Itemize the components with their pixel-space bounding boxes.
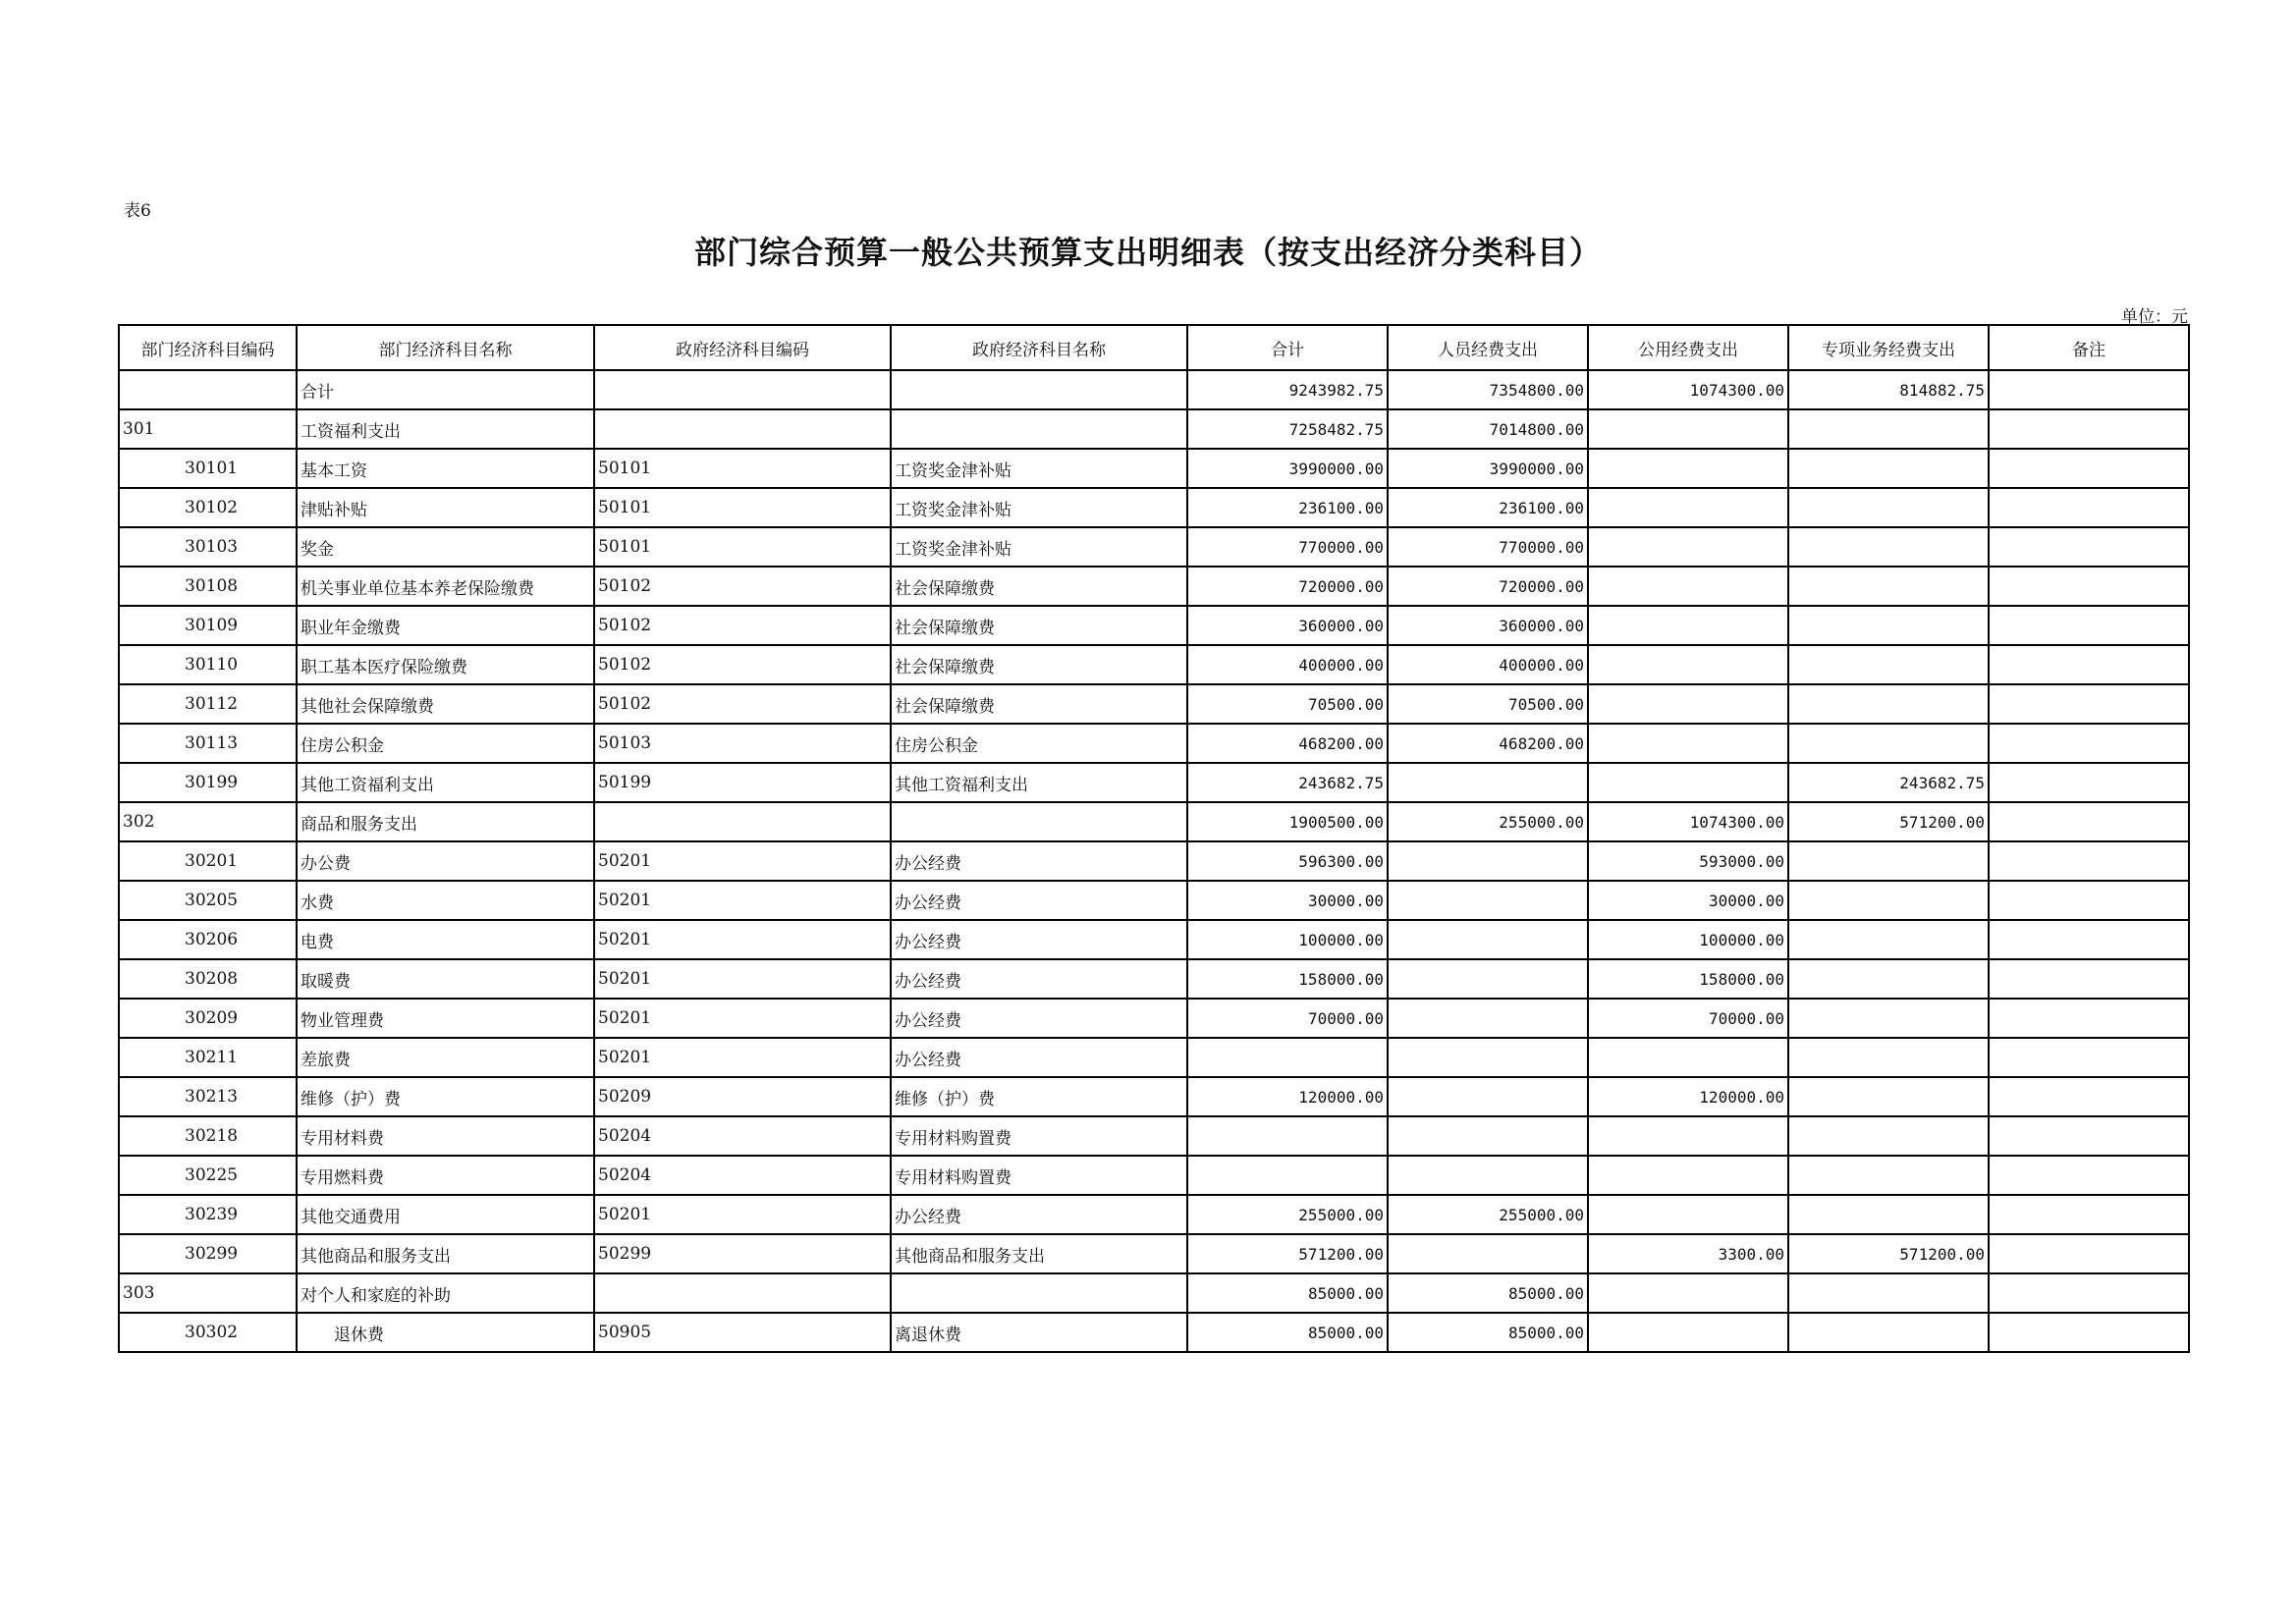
column-header: 专项业务经费支出 xyxy=(1788,325,1989,370)
column-header: 公用经费支出 xyxy=(1588,325,1788,370)
cell-personnel: 7014800.00 xyxy=(1388,409,1588,449)
cell-special xyxy=(1788,449,1989,488)
cell-special xyxy=(1788,1156,1989,1195)
cell-gname: 工资奖金津补贴 xyxy=(891,449,1187,488)
cell-gname xyxy=(891,802,1187,841)
cell-note xyxy=(1989,488,2189,527)
table-row xyxy=(119,449,2189,488)
table-row xyxy=(119,1195,2189,1234)
cell-personnel xyxy=(1388,959,1588,999)
cell-personnel: 236100.00 xyxy=(1388,488,1588,527)
cell-public xyxy=(1588,1195,1788,1234)
cell-total: 400000.00 xyxy=(1187,645,1388,684)
cell-personnel: 255000.00 xyxy=(1388,802,1588,841)
cell-special xyxy=(1788,527,1989,567)
cell-code: 30218 xyxy=(119,1116,297,1156)
cell-code: 30110 xyxy=(119,645,297,684)
cell-code: 30208 xyxy=(119,959,297,999)
cell-note xyxy=(1989,841,2189,881)
table-number: 表6 xyxy=(124,201,151,221)
cell-gcode: 50103 xyxy=(594,724,891,763)
cell-gname: 离退休费 xyxy=(891,1313,1187,1352)
cell-note xyxy=(1989,449,2189,488)
cell-gname: 工资奖金津补贴 xyxy=(891,488,1187,527)
cell-note xyxy=(1989,567,2189,606)
cell-gcode xyxy=(594,370,891,409)
cell-special xyxy=(1788,1273,1989,1313)
cell-gname: 专用材料购置费 xyxy=(891,1116,1187,1156)
cell-special xyxy=(1788,920,1989,959)
cell-special xyxy=(1788,606,1989,645)
column-header: 政府经济科目编码 xyxy=(594,325,891,370)
cell-public xyxy=(1588,409,1788,449)
cell-total: 236100.00 xyxy=(1187,488,1388,527)
cell-gname: 社会保障缴费 xyxy=(891,567,1187,606)
cell-public: 30000.00 xyxy=(1588,881,1788,920)
cell-code: 30205 xyxy=(119,881,297,920)
cell-gcode xyxy=(594,409,891,449)
cell-special xyxy=(1788,1313,1989,1352)
cell-personnel: 400000.00 xyxy=(1388,645,1588,684)
cell-total: 85000.00 xyxy=(1187,1313,1388,1352)
cell-note xyxy=(1989,684,2189,724)
cell-gcode xyxy=(594,1273,891,1313)
table-row xyxy=(119,684,2189,724)
cell-name: 取暖费 xyxy=(297,959,594,999)
cell-code: 30112 xyxy=(119,684,297,724)
cell-special xyxy=(1788,841,1989,881)
cell-gcode: 50201 xyxy=(594,1038,891,1077)
cell-total: 720000.00 xyxy=(1187,567,1388,606)
cell-personnel xyxy=(1388,1077,1588,1116)
cell-note xyxy=(1989,1313,2189,1352)
cell-name: 机关事业单位基本养老保险缴费 xyxy=(297,567,594,606)
cell-gcode: 50101 xyxy=(594,527,891,567)
cell-note xyxy=(1989,1273,2189,1313)
cell-code: 30108 xyxy=(119,567,297,606)
cell-total xyxy=(1187,1156,1388,1195)
cell-code: 30102 xyxy=(119,488,297,527)
cell-name: 其他工资福利支出 xyxy=(297,763,594,802)
cell-special xyxy=(1788,567,1989,606)
table-row xyxy=(119,1313,2189,1352)
cell-note xyxy=(1989,1038,2189,1077)
cell-gname: 工资奖金津补贴 xyxy=(891,527,1187,567)
table-row xyxy=(119,881,2189,920)
cell-name: 差旅费 xyxy=(297,1038,594,1077)
cell-personnel: 720000.00 xyxy=(1388,567,1588,606)
cell-code: 302 xyxy=(119,802,297,841)
cell-name: 其他商品和服务支出 xyxy=(297,1234,594,1273)
cell-note xyxy=(1989,881,2189,920)
cell-total: 7258482.75 xyxy=(1187,409,1388,449)
cell-personnel: 468200.00 xyxy=(1388,724,1588,763)
cell-note xyxy=(1989,802,2189,841)
cell-code: 301 xyxy=(119,409,297,449)
cell-public xyxy=(1588,527,1788,567)
unit-label: 单位：元 xyxy=(2121,307,2188,327)
cell-gname: 专用材料购置费 xyxy=(891,1156,1187,1195)
cell-personnel: 360000.00 xyxy=(1388,606,1588,645)
cell-public xyxy=(1588,645,1788,684)
cell-gcode: 50201 xyxy=(594,841,891,881)
cell-code: 30206 xyxy=(119,920,297,959)
column-header: 人员经费支出 xyxy=(1388,325,1588,370)
cell-public: 70000.00 xyxy=(1588,999,1788,1038)
cell-name: 办公费 xyxy=(297,841,594,881)
cell-personnel: 7354800.00 xyxy=(1388,370,1588,409)
cell-note xyxy=(1989,1195,2189,1234)
cell-name: 专用燃料费 xyxy=(297,1156,594,1195)
cell-personnel xyxy=(1388,1116,1588,1156)
cell-gcode: 50102 xyxy=(594,606,891,645)
table-row xyxy=(119,645,2189,684)
cell-personnel: 85000.00 xyxy=(1388,1313,1588,1352)
cell-special xyxy=(1788,684,1989,724)
cell-note xyxy=(1989,1077,2189,1116)
cell-special xyxy=(1788,488,1989,527)
cell-note xyxy=(1989,959,2189,999)
cell-name: 商品和服务支出 xyxy=(297,802,594,841)
cell-total: 85000.00 xyxy=(1187,1273,1388,1313)
cell-note xyxy=(1989,920,2189,959)
table-row xyxy=(119,606,2189,645)
cell-total xyxy=(1187,1116,1388,1156)
cell-note xyxy=(1989,409,2189,449)
cell-gcode: 50905 xyxy=(594,1313,891,1352)
cell-name: 电费 xyxy=(297,920,594,959)
cell-total: 255000.00 xyxy=(1187,1195,1388,1234)
cell-gcode: 50101 xyxy=(594,488,891,527)
table-row xyxy=(119,1273,2189,1313)
table-row xyxy=(119,567,2189,606)
cell-note xyxy=(1989,606,2189,645)
cell-gcode: 50204 xyxy=(594,1156,891,1195)
cell-public xyxy=(1588,1116,1788,1156)
cell-code: 30201 xyxy=(119,841,297,881)
cell-total: 1900500.00 xyxy=(1187,802,1388,841)
table-row xyxy=(119,841,2189,881)
cell-public xyxy=(1588,449,1788,488)
budget-table xyxy=(118,324,2190,1353)
cell-personnel xyxy=(1388,881,1588,920)
table-row xyxy=(119,1156,2189,1195)
table-row xyxy=(119,802,2189,841)
cell-code: 30225 xyxy=(119,1156,297,1195)
cell-gname xyxy=(891,370,1187,409)
cell-gcode: 50102 xyxy=(594,684,891,724)
cell-gname: 办公经费 xyxy=(891,959,1187,999)
cell-name: 专用材料费 xyxy=(297,1116,594,1156)
cell-gname: 办公经费 xyxy=(891,881,1187,920)
cell-note xyxy=(1989,1156,2189,1195)
cell-note xyxy=(1989,527,2189,567)
cell-gcode: 50201 xyxy=(594,920,891,959)
cell-public xyxy=(1588,684,1788,724)
cell-code: 30101 xyxy=(119,449,297,488)
cell-gname: 办公经费 xyxy=(891,920,1187,959)
cell-gcode: 50201 xyxy=(594,959,891,999)
cell-code: 303 xyxy=(119,1273,297,1313)
cell-name: 合计 xyxy=(297,370,594,409)
cell-public xyxy=(1588,606,1788,645)
cell-name: 津贴补贴 xyxy=(297,488,594,527)
cell-public: 120000.00 xyxy=(1588,1077,1788,1116)
cell-personnel xyxy=(1388,763,1588,802)
header-row xyxy=(119,325,2189,370)
cell-gname: 其他工资福利支出 xyxy=(891,763,1187,802)
cell-name: 水费 xyxy=(297,881,594,920)
cell-gname: 社会保障缴费 xyxy=(891,645,1187,684)
table-row xyxy=(119,1116,2189,1156)
cell-personnel xyxy=(1388,1234,1588,1273)
column-header: 备注 xyxy=(1989,325,2189,370)
cell-gname: 社会保障缴费 xyxy=(891,684,1187,724)
cell-special xyxy=(1788,881,1989,920)
cell-special: 814882.75 xyxy=(1788,370,1989,409)
table-row xyxy=(119,370,2189,409)
cell-total: 30000.00 xyxy=(1187,881,1388,920)
cell-special: 571200.00 xyxy=(1788,1234,1989,1273)
cell-personnel: 770000.00 xyxy=(1388,527,1588,567)
table-row xyxy=(119,409,2189,449)
cell-public: 1074300.00 xyxy=(1588,802,1788,841)
cell-gcode: 50101 xyxy=(594,449,891,488)
cell-code: 30113 xyxy=(119,724,297,763)
column-header: 部门经济科目编码 xyxy=(119,325,297,370)
table-row xyxy=(119,959,2189,999)
table-row xyxy=(119,1038,2189,1077)
cell-gname xyxy=(891,1273,1187,1313)
cell-code: 30239 xyxy=(119,1195,297,1234)
cell-special xyxy=(1788,1195,1989,1234)
cell-personnel: 85000.00 xyxy=(1388,1273,1588,1313)
table-row xyxy=(119,763,2189,802)
cell-gname: 办公经费 xyxy=(891,841,1187,881)
cell-special xyxy=(1788,409,1989,449)
cell-name: 对个人和家庭的补助 xyxy=(297,1273,594,1313)
cell-name: 工资福利支出 xyxy=(297,409,594,449)
cell-gcode: 50201 xyxy=(594,881,891,920)
cell-personnel xyxy=(1388,1156,1588,1195)
cell-name: 物业管理费 xyxy=(297,999,594,1038)
cell-personnel: 255000.00 xyxy=(1388,1195,1588,1234)
cell-note xyxy=(1989,370,2189,409)
cell-gcode: 50209 xyxy=(594,1077,891,1116)
cell-special: 243682.75 xyxy=(1788,763,1989,802)
cell-total: 596300.00 xyxy=(1187,841,1388,881)
page-title: 部门综合预算一般公共预算支出明细表（按支出经济分类科目） xyxy=(693,234,1602,271)
cell-name: 其他社会保障缴费 xyxy=(297,684,594,724)
cell-personnel xyxy=(1388,841,1588,881)
cell-note xyxy=(1989,763,2189,802)
cell-public xyxy=(1588,567,1788,606)
cell-total: 243682.75 xyxy=(1187,763,1388,802)
cell-note xyxy=(1989,724,2189,763)
cell-name: 其他交通费用 xyxy=(297,1195,594,1234)
cell-public xyxy=(1588,724,1788,763)
cell-name: 退休费 xyxy=(297,1313,594,1352)
cell-public xyxy=(1588,1156,1788,1195)
table-row xyxy=(119,1077,2189,1116)
cell-public: 158000.00 xyxy=(1588,959,1788,999)
cell-code xyxy=(119,370,297,409)
cell-public xyxy=(1588,488,1788,527)
cell-note xyxy=(1989,1116,2189,1156)
cell-note xyxy=(1989,645,2189,684)
cell-special: 571200.00 xyxy=(1788,802,1989,841)
cell-public xyxy=(1588,1273,1788,1313)
cell-total: 70000.00 xyxy=(1187,999,1388,1038)
table-row xyxy=(119,488,2189,527)
cell-name: 住房公积金 xyxy=(297,724,594,763)
cell-gname: 办公经费 xyxy=(891,1195,1187,1234)
table-row xyxy=(119,527,2189,567)
cell-total: 70500.00 xyxy=(1187,684,1388,724)
cell-name: 维修（护）费 xyxy=(297,1077,594,1116)
cell-gname: 办公经费 xyxy=(891,1038,1187,1077)
cell-total: 770000.00 xyxy=(1187,527,1388,567)
cell-gname xyxy=(891,409,1187,449)
cell-personnel: 70500.00 xyxy=(1388,684,1588,724)
cell-gname: 社会保障缴费 xyxy=(891,606,1187,645)
cell-code: 30209 xyxy=(119,999,297,1038)
column-header: 政府经济科目名称 xyxy=(891,325,1187,370)
table-row xyxy=(119,999,2189,1038)
cell-name: 职业年金缴费 xyxy=(297,606,594,645)
cell-name: 基本工资 xyxy=(297,449,594,488)
column-header: 部门经济科目名称 xyxy=(297,325,594,370)
cell-special xyxy=(1788,1038,1989,1077)
table-body xyxy=(119,370,2189,1352)
cell-public: 1074300.00 xyxy=(1588,370,1788,409)
cell-code: 30199 xyxy=(119,763,297,802)
cell-total: 571200.00 xyxy=(1187,1234,1388,1273)
cell-public: 593000.00 xyxy=(1588,841,1788,881)
cell-special xyxy=(1788,999,1989,1038)
cell-public: 3300.00 xyxy=(1588,1234,1788,1273)
cell-public xyxy=(1588,1313,1788,1352)
cell-gname: 其他商品和服务支出 xyxy=(891,1234,1187,1273)
cell-total: 100000.00 xyxy=(1187,920,1388,959)
cell-gcode: 50299 xyxy=(594,1234,891,1273)
cell-total xyxy=(1187,1038,1388,1077)
column-header: 合计 xyxy=(1187,325,1388,370)
cell-personnel: 3990000.00 xyxy=(1388,449,1588,488)
cell-gname: 维修（护）费 xyxy=(891,1077,1187,1116)
cell-gname: 办公经费 xyxy=(891,999,1187,1038)
cell-special xyxy=(1788,959,1989,999)
cell-total: 360000.00 xyxy=(1187,606,1388,645)
cell-special xyxy=(1788,724,1989,763)
cell-code: 30211 xyxy=(119,1038,297,1077)
cell-public: 100000.00 xyxy=(1588,920,1788,959)
cell-code: 30103 xyxy=(119,527,297,567)
cell-public xyxy=(1588,1038,1788,1077)
cell-personnel xyxy=(1388,999,1588,1038)
cell-code: 30302 xyxy=(119,1313,297,1352)
cell-note xyxy=(1989,1234,2189,1273)
cell-gcode: 50204 xyxy=(594,1116,891,1156)
cell-code: 30213 xyxy=(119,1077,297,1116)
cell-note xyxy=(1989,999,2189,1038)
cell-name: 奖金 xyxy=(297,527,594,567)
cell-gcode: 50102 xyxy=(594,645,891,684)
cell-personnel xyxy=(1388,1038,1588,1077)
cell-code: 30109 xyxy=(119,606,297,645)
cell-gcode: 50102 xyxy=(594,567,891,606)
cell-gcode: 50201 xyxy=(594,1195,891,1234)
cell-special xyxy=(1788,1116,1989,1156)
cell-gcode xyxy=(594,802,891,841)
cell-total: 9243982.75 xyxy=(1187,370,1388,409)
cell-total: 158000.00 xyxy=(1187,959,1388,999)
cell-special xyxy=(1788,1077,1989,1116)
cell-total: 3990000.00 xyxy=(1187,449,1388,488)
table-row xyxy=(119,920,2189,959)
cell-total: 468200.00 xyxy=(1187,724,1388,763)
cell-public xyxy=(1588,763,1788,802)
cell-personnel xyxy=(1388,920,1588,959)
cell-total: 120000.00 xyxy=(1187,1077,1388,1116)
cell-gcode: 50201 xyxy=(594,999,891,1038)
cell-name: 职工基本医疗保险缴费 xyxy=(297,645,594,684)
cell-gcode: 50199 xyxy=(594,763,891,802)
table-row xyxy=(119,1234,2189,1273)
cell-code: 30299 xyxy=(119,1234,297,1273)
cell-special xyxy=(1788,645,1989,684)
cell-gname: 住房公积金 xyxy=(891,724,1187,763)
table-row xyxy=(119,724,2189,763)
